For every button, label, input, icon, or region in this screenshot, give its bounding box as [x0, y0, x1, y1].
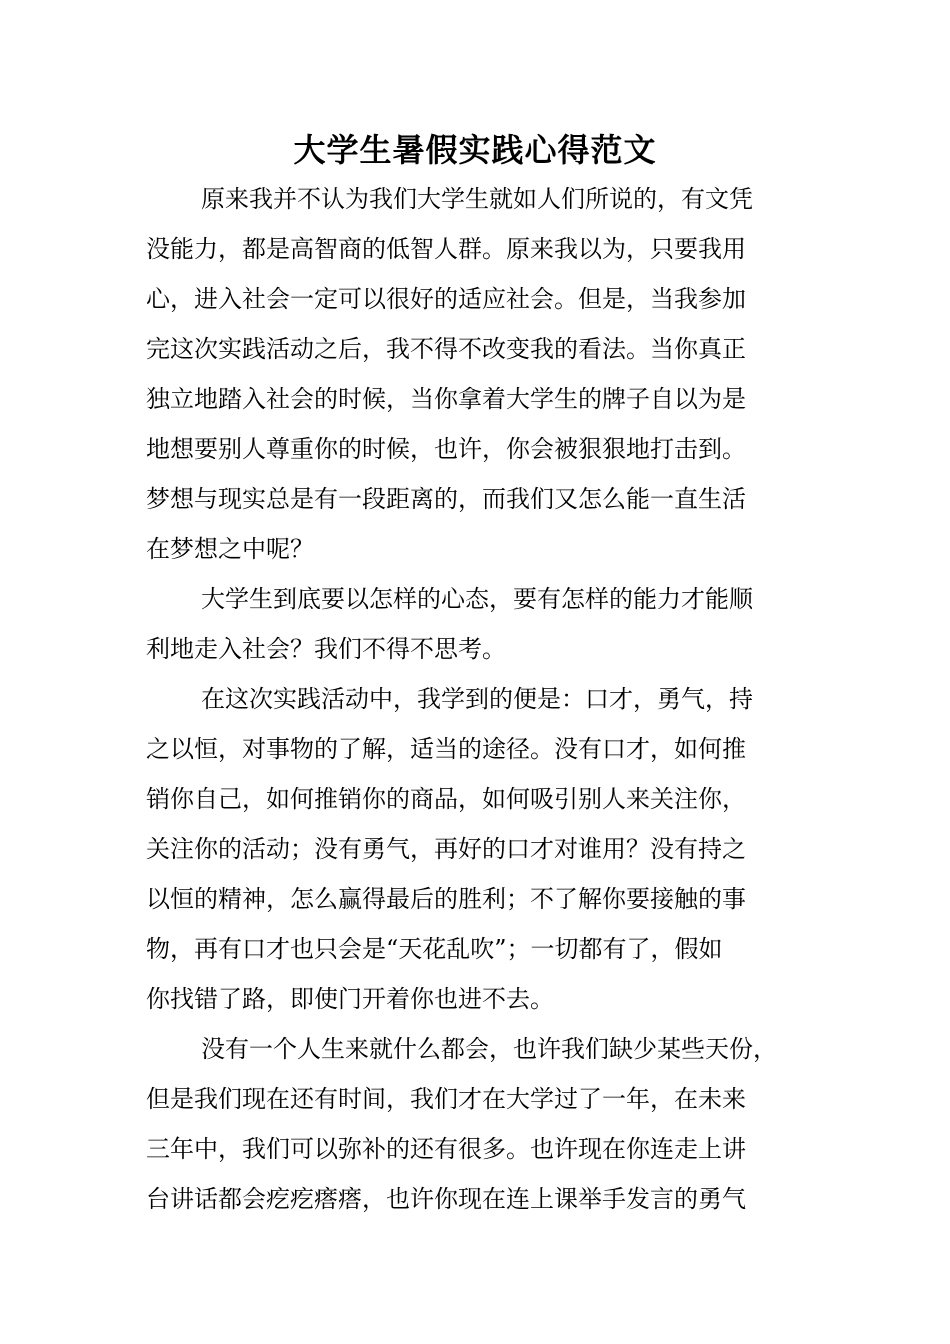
paragraph-4	[146, 1024, 806, 1224]
text-line: 关注你的活动；没有勇气，再好的口才对谁用？没有持之	[146, 835, 746, 863]
paragraph-1	[146, 174, 806, 574]
text-line: 以恒的精神，怎么赢得最后的胜利；不了解你要接触的事	[146, 885, 746, 913]
text-line: 独立地踏入社会的时候，当你拿着大学生的牌子自以为是	[146, 385, 746, 413]
text-line: 地想要别人尊重你的时候，也许，你会被狠狠地打击到。	[146, 435, 746, 463]
text-line: 梦想与现实总是有一段距离的，而我们又怎么能一直生活	[146, 485, 746, 513]
paragraph-2	[146, 574, 806, 674]
text-line: 在这次实践活动中，我学到的便是：口才，勇气，持	[201, 685, 753, 713]
text-line: 在梦想之中呢？	[146, 535, 314, 563]
text-line: 完这次实践活动之后，我不得不改变我的看法。当你真正	[146, 335, 746, 363]
text-line: 原来我并不认为我们大学生就如人们所说的，有文凭	[201, 185, 753, 213]
text-line: 没能力，都是高智商的低智人群。原来我以为，只要我用	[146, 235, 746, 263]
text-line: 台讲话都会疙疙瘩瘩，也许你现在连上课举手发言的勇气	[146, 1185, 746, 1213]
text-line: 但是我们现在还有时间，我们才在大学过了一年，在未来	[146, 1085, 746, 1113]
document-body	[146, 174, 806, 1224]
text-line: 物，再有口才也只会是“天花乱吹”；一切都有了，假如	[146, 935, 723, 963]
text-line: 之以恒，对事物的了解，适当的途径。没有口才，如何推	[146, 735, 746, 763]
document-title: 大学生暑假实践心得范文	[293, 131, 657, 169]
text-line: 利地走入社会？我们不得不思考。	[146, 635, 506, 663]
text-line: 你找错了路，即使门开着你也进不去。	[146, 985, 554, 1013]
text-line: 没有一个人生来就什么都会，也许我们缺少某些天份，	[201, 1035, 777, 1063]
paragraph-3	[146, 674, 806, 1024]
text-line: 销你自己，如何推销你的商品，如何吸引别人来关注你，	[146, 785, 746, 813]
text-line: 心，进入社会一定可以很好的适应社会。但是，当我参加	[146, 285, 746, 313]
text-line: 大学生到底要以怎样的心态，要有怎样的能力才能顺	[201, 585, 753, 613]
text-line: 三年中，我们可以弥补的还有很多。也许现在你连走上讲	[146, 1135, 746, 1163]
